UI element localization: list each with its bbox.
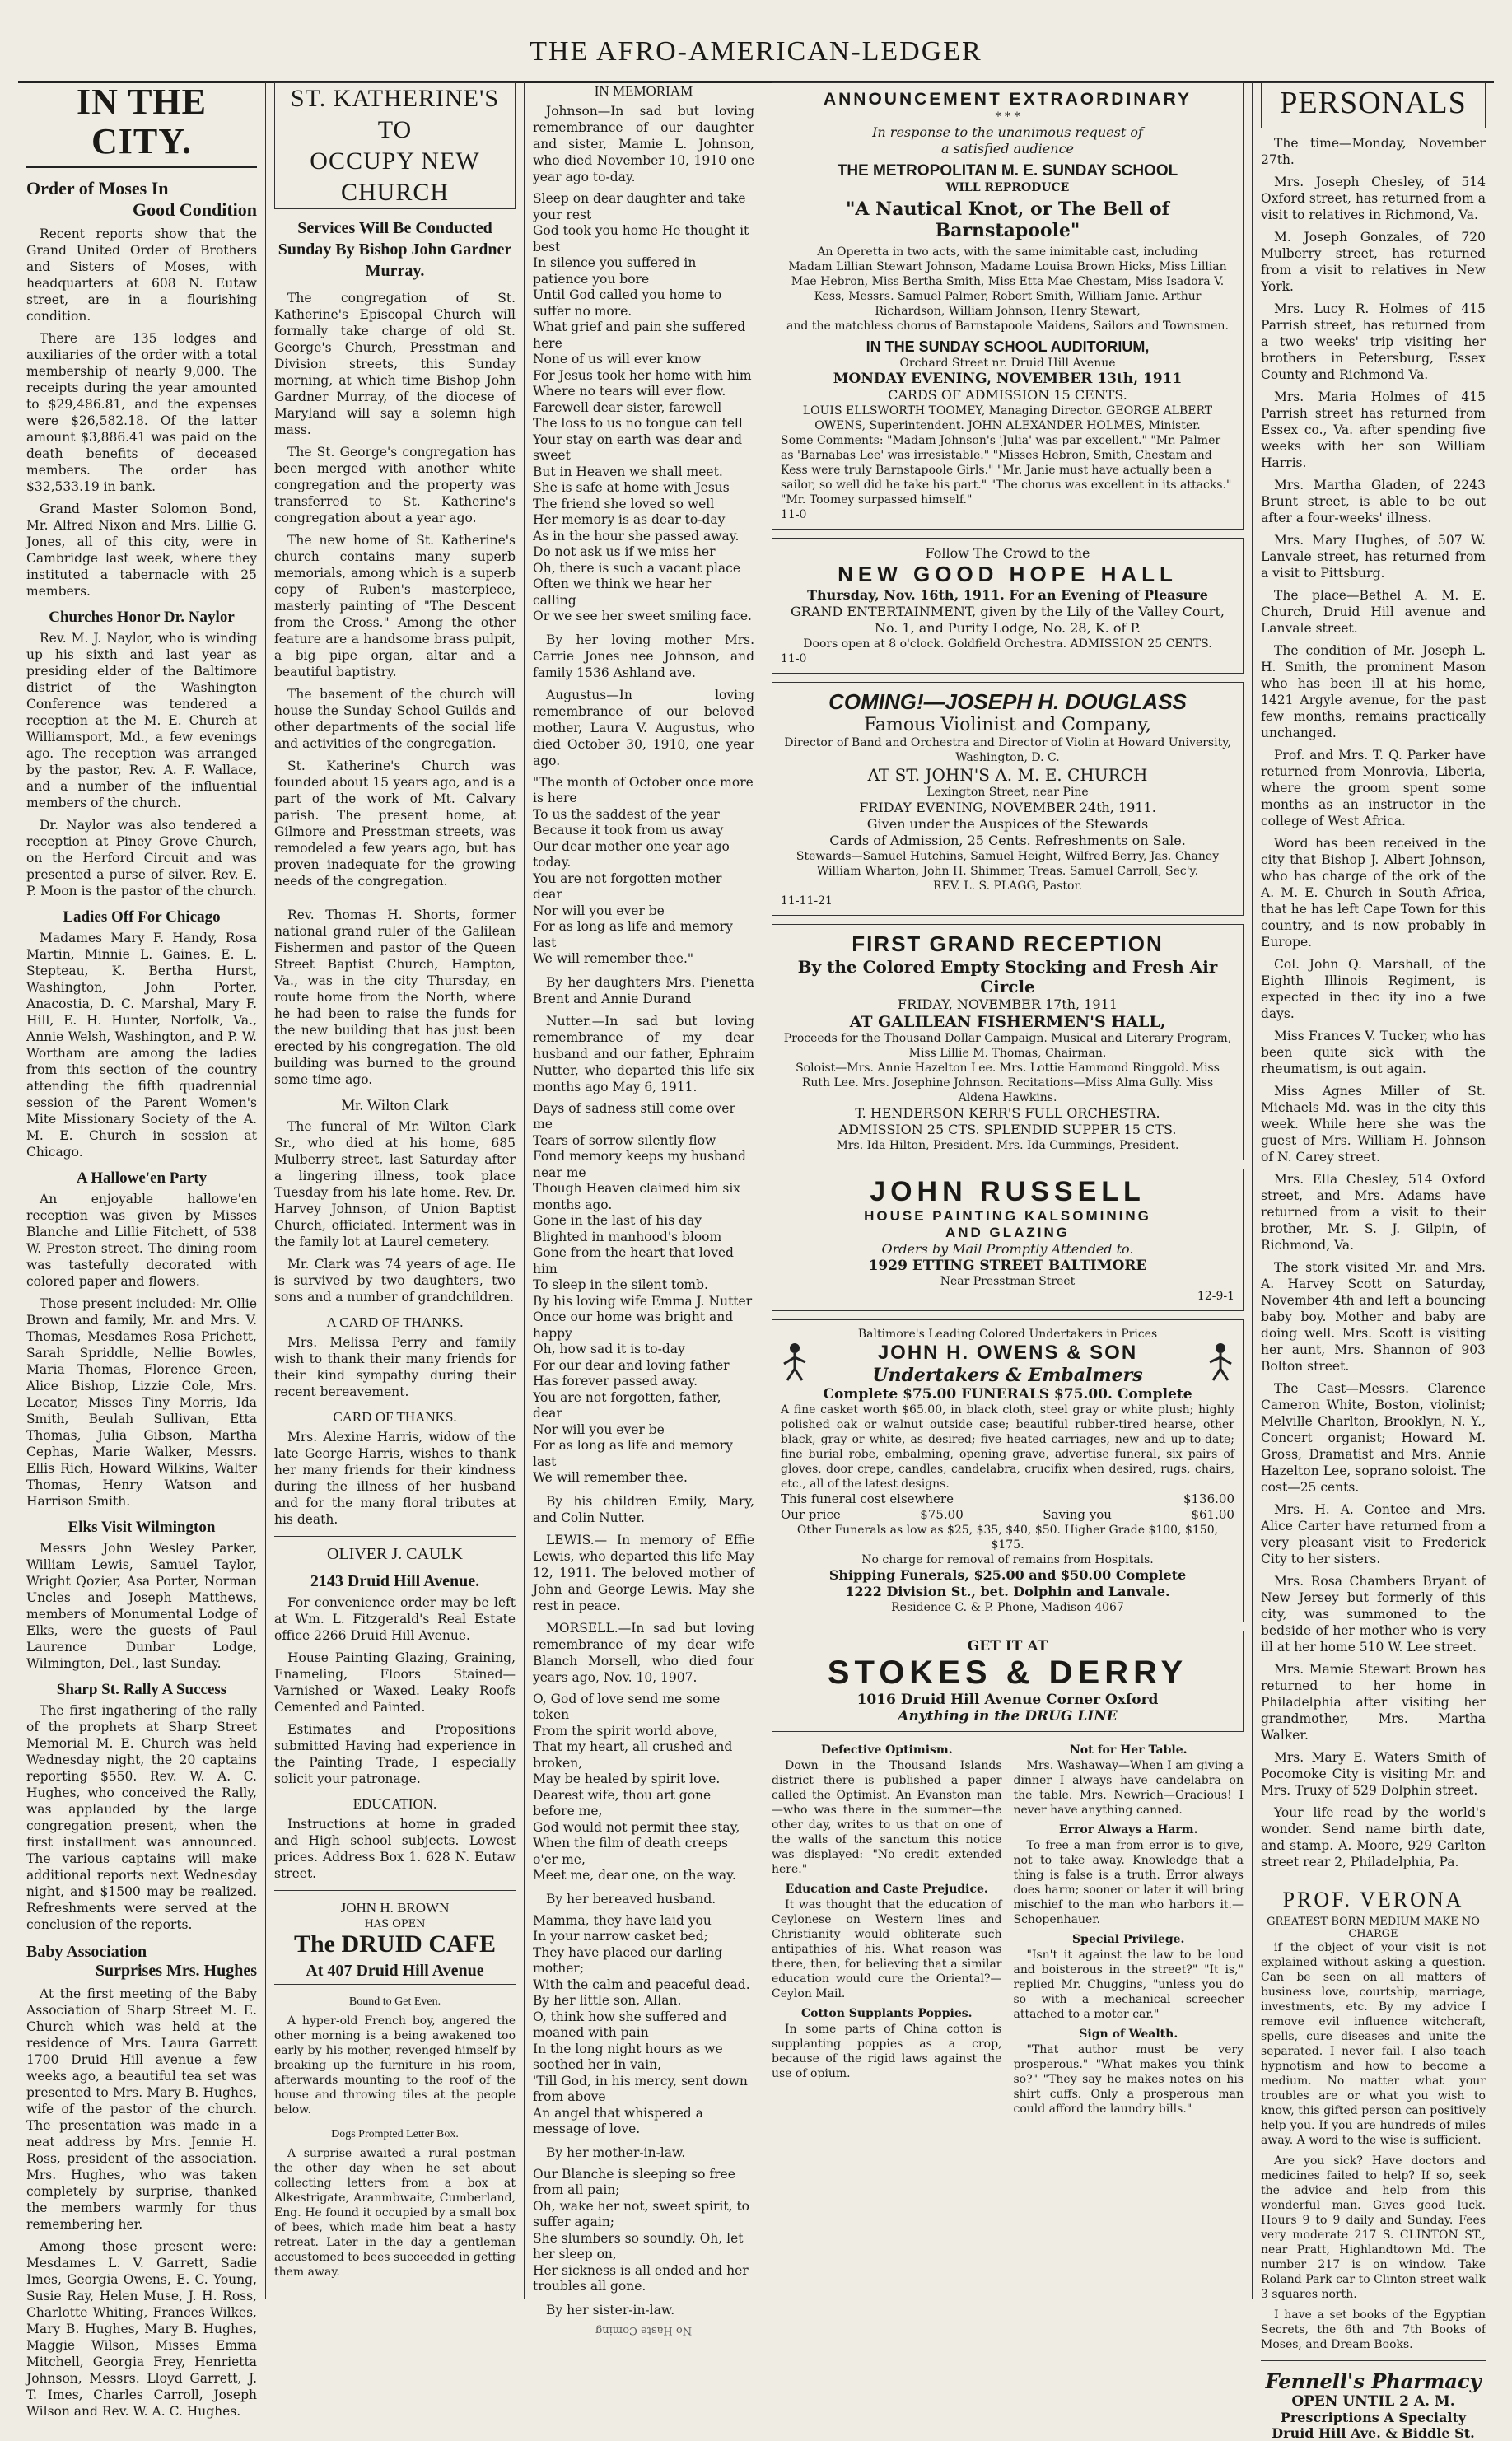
- ad-text: WILL REPRODUCE: [945, 181, 1070, 194]
- personal-item: M. Joseph Gonzales, of 720 Mulberry street, has returned from a visit to relatives in New York.: [1261, 230, 1486, 294]
- personal-item: Col. John Q. Marshall, of the Eighth Illinois Regiment, is expected in thec ity ino a fwe days.: [1261, 957, 1486, 1021]
- column-advertisements: [763, 82, 1252, 2299]
- ad-text: Soloist—Mrs. Annie Hazelton Lee. Mrs. Lottie Hammond Ringgold. Miss Ruth Lee. Mrs. Josephine Johnson. Recitations—Miss Alma Gully. Miss Aldena Hawkins.: [796, 1062, 1220, 1104]
- divider: [274, 1536, 516, 1537]
- article-headline: A Hallowe'en Party: [76, 1169, 208, 1187]
- john-russell-ad: [772, 1169, 1244, 1311]
- divider: [1261, 2360, 1486, 2361]
- article-subtitle: Services Will Be Conducted Sunday By Bishop John Gardner Murray.: [278, 219, 512, 280]
- article-text: Mr. Clark was 74 years of age. He is survived by two daughters, two sons and a number of grandchildren.: [274, 1257, 516, 1305]
- ad-text: Madam Lillian Stewart Johnson, Madame Louisa Brown Hicks, Miss Lillian Mae Hebron, Miss Bertha Smith, Miss Etta Mae Chestam, Miss Isadora V. Kess, Messrs. Samuel Palmer, Robert Smith, William Janie. Arthur Richardson, William Johnson, Henry Stewart,: [788, 260, 1227, 318]
- reception-ad: [772, 924, 1244, 1160]
- good-hope-hall-ad: [772, 538, 1244, 674]
- article-headline: Defective Optimism.: [820, 1743, 953, 1757]
- ad-title: Fennell's Pharmacy: [1265, 2369, 1482, 2393]
- ad-ornament: * * *: [995, 110, 1020, 124]
- ad-text: if the object of your visit is not explained without asking a question. Can be seen on all matters of business love, courtship, marriage, investments, etc. By my advice I remove evil influence witchcraft, spells, cure diseases and unite the separated. I never fail. I also teach hypnotism and how to become a medium. No matter what your troubles are or what you wish to know, this gifted person can positively help you. If you are hundreds of miles away. A word to the wise is sufficient.: [1261, 1941, 1486, 2147]
- article-headline: Cotton Supplants Poppies.: [800, 2007, 973, 2020]
- ad-code: 11-0: [781, 508, 807, 521]
- personal-item: Mrs. Mary Hughes, of 507 W. Lanvale street, has returned from a visit to Pittsburg.: [1261, 533, 1486, 581]
- ad-text: No charge for removal of remains from Hospitals.: [861, 1553, 1154, 1566]
- ad-text: GET IT AT: [967, 1638, 1048, 1655]
- ad-title: NEW GOOD HOPE HALL: [838, 562, 1178, 586]
- article-text: Messrs John Wesley Parker, William Lewis, Samuel Taylor, Wright Qozier, Asa Porter, Norman Uncles and Joseph Matthews, members of Monumental Lodge of Elks, were the guests of Paul Laurence Dunbar Lodge, Wilmington, Del., last Sunday.: [26, 1541, 257, 1671]
- ad-heading: Complete $75.00 FUNERALS $75.00. Complete: [823, 1386, 1192, 1403]
- miscellany-left: [772, 1740, 1002, 2122]
- ad-heading: THE METROPOLITAN M. E. SUNDAY SCHOOL: [837, 162, 1178, 180]
- ad-address: At 407 Druid Hill Avenue: [274, 1962, 516, 1985]
- article-headline: Mr. Wilton Clark: [341, 1097, 449, 1114]
- ad-title: JOHN H. OWENS & SON: [877, 1342, 1138, 1364]
- memorial-signature: By her daughters Mrs. Pienetta Brent and Annie Durand: [533, 974, 754, 1006]
- ad-text: CARDS OF ADMISSION 15 CENTS.: [888, 387, 1127, 403]
- ad-title: JOHN H. BROWN: [340, 1900, 450, 1916]
- memorial-text: MORSELL.—In sad but loving remembrance of my dear wife Blanch Morsell, who died four years ago, Nov. 10, 1907.: [533, 1620, 754, 1685]
- ad-code: 12-9-1: [1197, 1290, 1234, 1303]
- ad-text: Mrs. Ida Hilton, President. Mrs. Ida Cummings, President.: [836, 1139, 1179, 1152]
- ad-title: COMING!—JOSEPH H. DOUGLASS: [828, 689, 1187, 714]
- ad-heading: Undertakers & Embalmers: [872, 1365, 1143, 1386]
- article-text: Grand Master Solomon Bond, Mr. Alfred Nixon and Mrs. Lillie G. Jones, all of this city, were in Cambridge last week, where they instituted a tabernacle with 25 members.: [26, 502, 257, 599]
- memorial-verse: O, God of love send me some token From the spirit world above, That my heart, all crushed and broken, May be healed by spirit love. Dearest wife, thou art gone before me, God would not permit thee stay, When the film of death creeps o'er me, Meet me, dear one, on the way.: [533, 1691, 740, 1883]
- article-text: "Isn't it against the law to be loud and boisterous in the street?" "It is," replied Mr. Chuggins, "unless you do so with a mechanical screecher attached to a motor car.": [1013, 1949, 1244, 2021]
- ad-heading: Famous Violinist and Company,: [864, 715, 1151, 735]
- article-text: At the first meeting of the Baby Association of Sharp Street M. E. Church which was held at the residence of Mrs. Laura Garrett 1700 Druid Hill avenue a few weeks ago, a beautiful tea set was presented to Mrs. Mary B. Hughes, wife of the pastor of the church. The presentation was made in a neat address by Mrs. Jennie H. Ross, president of the association. Mrs. Hughes, who was taken completely by surprise, thanked the members warmly for thus remembering her.: [26, 1986, 257, 2232]
- upside-down-text: No Haste Coming: [595, 2323, 693, 2336]
- ad-text: FRIDAY, NOVEMBER 17th, 1911: [898, 996, 1118, 1012]
- memorial-text: Augustus—In loving remembrance of our beloved mother, Laura V. Augustus, who died October 30, 1910, one year ago.: [533, 687, 754, 768]
- article-text: Those present included: Mr. Ollie Brown and family, Mr. and Mrs. V. Thomas, Mesdames Rosa Prichett, Sarah Spriddle, Nellie Bowles, Maria Thomas, Florence Green, Alice Bishop, Lizzie Cole, Mrs. Lecator, Misses Tiny Morris, Ida Smith, Beulah Sullivan, Etta Thomas, Julia Gibson, Martha Cephas, Marie Walker, Messrs. Ellis Rich, Howard Wilkins, Walter Thomas, Henry Watson and Harrison Smith.: [26, 1296, 257, 1509]
- masthead: THE AFRO-AMERICAN-LEDGER: [18, 28, 1494, 83]
- article-text: Recent reports show that the Grand United Order of Brothers and Sisters of Moses, with headquarters at 608 N. Eutaw street, are in a flourishing condition.: [26, 226, 257, 324]
- ad-text: and the matchless chorus of Barnstapoole Maidens, Sailors and Townsmen.: [786, 320, 1229, 333]
- ad-text: Residence C. & P. Phone, Madison 4067: [891, 1601, 1124, 1614]
- article-text: A surprise awaited a rural postman the other day when he set about collecting letters from a box at Alkestrigate, Aranmbwaite, Cumberland, Eng. He found it occupied by a small box of bees, which made him beat a hasty retreat. Later in the day a gentleman accustomed to bees succeeded in getting them away.: [274, 2147, 516, 2279]
- ad-address: 1016 Druid Hill Avenue Corner Oxford: [856, 1692, 1159, 1708]
- personal-item: Mrs. Mary E. Waters Smith of Pocomoke City is visiting Mr. and Mrs. Truxy of 529 Dolphin street.: [1261, 1750, 1486, 1798]
- article-text: Madames Mary F. Handy, Rosa Martin, Minnie L. Gaines, E. L. Stepteau, K. Bertha Hurst, Washington, John Porter, Anacostia, D. C. Marshal, Mary F. Hill, E. H. Hunter, Norfolk, Va., Annie Welsh, Washington, and P. W. Wortham are among the ladies from this section of the country attending the fifth quadrennial session of the Parent Women's Mite Missionary Society of the A. M. E. Church in session at Chicago.: [26, 931, 257, 1160]
- ad-subtitle: GREATEST BORN MEDIUM MAKE NO CHARGE: [1267, 1916, 1480, 1940]
- ad-code: 11-0: [781, 652, 807, 665]
- article-text: It was thought that the education of Ceylonese on Western lines and Christianity would obliterate such antipathies of his. What reason was there, then, for believing that a similar education would cure the Oriental?—Ceylon Mail.: [772, 1898, 1002, 2000]
- article-headline: Surprises Mrs. Hughes: [95, 1962, 257, 1980]
- ad-text: REV. L. S. PLAGG, Pastor.: [932, 880, 1083, 893]
- article-text: An enjoyable hallowe'en reception was given by Misses Blanche and Lillie Fitchett, of 538 W. Preston street. The dining room was tastefully decorated with colored paper and flowers.: [26, 1192, 257, 1289]
- article-text: A hyper-old French boy, angered the other morning is a being awakened too early by his mother, revenged himself by breaking up the furniture in his room, afterwards mounting to the roof of the house and throwing tiles at the people below.: [274, 2014, 516, 2117]
- ad-text: In response to the unanimous request of: [872, 124, 1143, 140]
- ad-text: Other Funerals as low as $25, $35, $40, $50. Higher Grade $100, $150, $175.: [796, 1524, 1219, 1552]
- memorial-verse: Mamma, they have laid you In your narrow casket bed; They have placed our darling mother; With the calm and peaceful dead. By her little son, Allan. O, think how she suffered and moaned with pain In the long night hours as we soothed her in vain, 'Till God, in his mercy, sent down from above An angel that whispered a message of love.: [533, 1912, 750, 2136]
- article-text: The congregation of St. Katherine's Episcopal Church will formally take charge of old St. George's Church, Presstman and Division streets, this Sunday morning, at which time Bishop John Gardner Murray, of the diocese of Maryland will say a solemn high mass.: [274, 291, 516, 437]
- article-text: The St. George's congregation has been merged with another white congregation and the property was transferred to St. Katherine's congregation about a year ago.: [274, 445, 516, 525]
- ad-heading: By the Colored Empty Stocking and Fresh Air Circle: [797, 957, 1218, 996]
- article-text: Mrs. Alexine Harris, widow of the late George Harris, wishes to thank her many friends for their kindness during the illness of her husband and for the many floral tributes at his death.: [274, 1430, 516, 1527]
- ad-title: FIRST GRAND RECEPTION: [852, 931, 1164, 956]
- article-headline: Not for Her Table.: [1069, 1743, 1188, 1757]
- article-text: The new home of St. Katherine's church contains many superb memorials, among which is a superb copy of Ruben's masterpiece, masterly painting of "The Descent from the Cross." Among the other feature are a handsome brass pulpit, a big pipe organ, altar and a beautiful baptistry.: [274, 533, 516, 679]
- price-value: $136.00: [1183, 1491, 1234, 1506]
- personal-item: The stork visited Mr. and Mrs. A. Harvey Scott on Saturday, November 4th and left a bouncing baby boy. Mother and baby are doing well. Mrs. Scott is visiting her aunt, Mrs. Shannon of 903 Bolton street.: [1261, 1260, 1486, 1374]
- ad-text: Doors open at 8 o'clock. Goldfield Orchestra. ADMISSION 25 CENTS.: [803, 637, 1212, 651]
- divider: [274, 1890, 516, 1891]
- column-in-memoriam: [524, 82, 763, 2336]
- article-text: There are 135 lodges and auxiliaries of the order with a total membership of nearly 9,000. The receipts during the year amounted to $29,486.81, and the expenses were $26,582.18. Of the latter amount $3,886.41 was paid on the death benefits of deceased members. The order has $32,533.19 in bank.: [26, 331, 257, 494]
- article-text: Mrs. Washaway—When I am giving a dinner I always have candelabra on the table. Mrs. Newrich—Gracious! I never have anything canned.: [1013, 1759, 1244, 1817]
- article-headline: Special Privilege.: [1072, 1933, 1185, 1946]
- personal-item: Miss Agnes Miller of St. Michaels Md. was in the city this week. While here she was the guest of Mrs. William H. Johnson of N. Carey street.: [1261, 1084, 1486, 1164]
- article-text: Dr. Naylor was also tendered a reception at Piney Grove Church, on the Herford Circuit and was presented a purse of silver. Rev. E. P. Moon is the pastor of the church.: [26, 818, 257, 898]
- memorial-text: Johnson—In sad but loving remembrance of our daughter and sister, Mamie L. Johnson, who died November 10, 1910 one year ago to-day.: [533, 104, 754, 184]
- ad-text: OPEN UNTIL 2 A. M.: [1291, 2393, 1455, 2410]
- columns: [18, 82, 1494, 2441]
- ad-text: Stewards—Samuel Hutchins, Samuel Height, Wilfred Berry, Jas. Chaney William Wharton, John H. Shimmer, Treas. Samuel Carroll, Sec'y.: [796, 850, 1220, 878]
- article-text: Rev. Thomas H. Shorts, former national grand ruler of the Galilean Fishermen and pastor of the Queen Street Baptist Church, Hampton, Va., was in the city Thursday, en route home from the North, where he had been to raise the funds for the new building that has just been erected by his congregation. The old building was burned to the ground some time ago.: [274, 908, 516, 1087]
- article-text: Down in the Thousand Islands district there is published a paper called the Optimist. An Evanston man—who was there in the summer—the other day, writes to us that on one of the walls of the sanctum this notice was displayed: "No credit extended here.": [772, 1759, 1002, 1876]
- ad-text: Instructions at home in graded and High school subjects. Lowest prices. Address Box 1. 628 N. Eutaw street.: [274, 1817, 516, 1881]
- ad-text: I have a set books of the Egyptian Secrets, the 6th and 7th Books of Moses, and Dream Books.: [1261, 2308, 1486, 2351]
- ad-title: ANNOUNCEMENT EXTRAORDINARY: [823, 90, 1192, 109]
- personal-item: The Cast—Messrs. Clarence Cameron White, Boston, violinist; Melville Charlton, Brooklyn, N. Y., Concert organist; Howard M. Gross, Dramatist and Mrs. Annie Hazelton Lee, soprano soloist. The cost—25 cents.: [1261, 1381, 1486, 1495]
- ad-text: Prescriptions A Specialty: [1280, 2410, 1467, 2425]
- ad-title: The DRUID CAFE: [293, 1930, 496, 1958]
- article-headline: CARD OF THANKS.: [333, 1409, 457, 1425]
- memorial-verse: "The month of October once more is here To us the saddest of the year Because it took from us away Our dear mother one year ago today. You are not forgotten mother dear Nor will you ever be For as long as life and memory last We will remember thee.": [533, 774, 754, 966]
- article-headline: Bound to Get Even.: [348, 1995, 441, 2008]
- article-headline: Sharp St. Rally A Success: [56, 1681, 227, 1698]
- personal-item: Prof. and Mrs. T. Q. Parker have returned from Monrovia, Liberia, where the groom spent some months as an instructor in the college of West Africa.: [1261, 748, 1486, 828]
- ad-title: OLIVER J. CAULK: [327, 1545, 463, 1563]
- article-headline: Churches Honor Dr. Naylor: [49, 609, 235, 626]
- ad-text: Baltimore's Leading Colored Undertakers in Prices: [857, 1328, 1158, 1341]
- personal-item: Mrs. Lucy R. Holmes of 415 Parrish street, has returned from a two weeks' trip visiting her brothers in Petersburg, Essex County and Richmond Va.: [1261, 301, 1486, 382]
- ad-text: Lexington Street, near Pine: [926, 786, 1089, 799]
- ad-text: An Operetta in two acts, with the same inimitable cast, including: [817, 245, 1198, 259]
- personal-item: Mrs. Joseph Chesley, of 514 Oxford street, has returned from a visit to relatives in Richmond, Va.: [1261, 175, 1486, 222]
- price-value: $75.00: [920, 1507, 964, 1522]
- personal-item: Your life read by the world's wonder. Send name birth date, and stamp. A. Moore, 929 Carlton street rear 2, Philadelphia, Pa.: [1261, 1805, 1486, 1869]
- article-text: The basement of the church will house the Sunday School Guilds and other departments of the social life and activities of the congregation.: [274, 687, 516, 751]
- article-headline: Good Condition: [133, 199, 257, 220]
- memorial-verse: Our Blanche is sleeping so free from all pain; Oh, wake her not, sweet spirit, to suffer again; She slumbers so soundly. Oh, let her sleep on, Her sickness is all ended and her troubles all gone.: [533, 2166, 750, 2294]
- memorial-verse: Days of sadness still come over me Tears of sorrow silently flow Fond memory keeps my husband near me Though Heaven claimed him six months ago. Gone in the last of his day Blighted in manhood's bloom Gone from the heart that loved him To sleep in the silent tomb. By his loving wife Emma J. Nutter Once our home was bright and happy Oh, how sad it is to-day For our dear and loving father Has forever passed away. You are not forgotten, father, dear Nor will you ever be For as long as life and memory last We will remember thee.: [533, 1100, 753, 1485]
- price-label: Our price: [781, 1507, 841, 1522]
- ad-text: Some Comments: "Madam Johnson's 'Julia' was par excellent." "Mr. Palmer as 'Barnabas Lee' was irresistable." "Misses Hebron, Smith, Chestam and Kess were truly Barnstapoole Girls." "Mr. Janie must have actually been a sailor, so well did he take his part." "The chorus was excellent in its attacks." "Mr. Toomey surpassed himself.": [781, 434, 1232, 506]
- ad-heading: AT ST. JOHN'S A. M. E. CHURCH: [867, 765, 1148, 785]
- memorial-signature: By her mother-in-law.: [546, 2145, 686, 2160]
- ad-text: Orchard Street nr. Druid Hill Avenue: [899, 357, 1116, 370]
- personal-item: The place—Bethel A. M. E. Church, Druid Hill avenue and Lanvale street.: [1261, 588, 1486, 636]
- owens-undertakers-ad: [772, 1319, 1244, 1622]
- memorial-text: LEWIS.— In memory of Effie Lewis, who departed this life May 12, 1911. The beloved mother of John and George Lewis. May she rest in peace.: [533, 1532, 754, 1613]
- article-text: In some parts of China cotton is supplanting poppies as a crop, because of the rigid laws against the use of opium.: [772, 2023, 1002, 2080]
- ad-address: 2143 Druid Hill Avenue.: [310, 1572, 480, 1590]
- personal-item: Word has been received in the city that Bishop J. Albert Johnson, who has charge of the ork of the A. M. E. Church in South Africa, that he has left Cape Town for this country, and is now probably in Europe.: [1261, 836, 1486, 950]
- ad-text: ADMISSION 25 CTS. SPLENDID SUPPER 15 CTS.: [838, 1122, 1177, 1137]
- article-headline: A CARD OF THANKS.: [326, 1314, 464, 1330]
- ad-text: Cards of Admission, 25 Cents. Refreshments on Sale.: [829, 833, 1186, 848]
- memorial-signature: By her sister-in-law.: [546, 2302, 675, 2317]
- ad-text: Proceeds for the Thousand Dollar Campaign. Musical and Literary Program, Miss Lillie M. Thomas, Chairman.: [783, 1032, 1232, 1060]
- article-headline: Dogs Prompted Letter Box.: [331, 2128, 459, 2140]
- figure-icon: [781, 1342, 809, 1385]
- article-text: Among those present were: Mesdames L. V. Garrett, Sadie Imes, Georgia Owens, E. C. Young, Susie Ray, Helen Muse, J. H. Ross, Charlotte Whiting, Frances Wilkes, Mary B. Hughes, Mary B. Hughes, Maggie Wilson, Misses Emma Mitchell, Georgia Frey, Henrietta Johnson, Messrs. Lloyd Garrett, J. T. Imes, Charles Carroll, Joseph Wilson and Rev. W. A. C. Hughes.: [26, 2239, 257, 2419]
- douglass-ad: [772, 682, 1244, 916]
- personal-item: Mrs. Maria Holmes of 415 Parrish street has returned from Essex co., Va. after spending five weeks with her son William Harris.: [1261, 390, 1486, 470]
- ad-heading: AND GLAZING: [945, 1225, 1071, 1240]
- article-headline: Order of Moses In: [26, 178, 169, 198]
- price-value: $61.00: [1191, 1507, 1234, 1522]
- ad-text: For convenience order may be left at Wm. L. Fitzgerald's Real Estate office 2266 Druid Hill Avenue.: [274, 1595, 516, 1643]
- memorial-signature: By her loving mother Mrs. Carrie Jones nee Johnson, and family 1536 Ashland ave.: [533, 632, 754, 680]
- section-title: IN MEMORIAM: [594, 83, 693, 99]
- miscellany: [772, 1740, 1244, 2122]
- ad-text: Are you sick? Have doctors and medicines failed to help? If so, seek the advice and help from this wonderful man. Gives good luck. Hours 9 to 9 daily and Sunday. Fees very moderate 217 S. CLINTON ST., near Pratt, Highlandtown Md. The number 217 is on window. Take Roland Park car to Clinton street walk 3 squares north.: [1261, 2154, 1486, 2301]
- article-title: OCCUPY NEW CHURCH: [274, 146, 516, 209]
- article-text: Mrs. Melissa Perry and family wish to thank their many friends for their kind sympathy during their recent bereavement.: [274, 1335, 516, 1399]
- ad-text: Orders by Mail Promptly Attended to.: [881, 1241, 1134, 1257]
- column-in-the-city: [18, 82, 265, 2419]
- figure-icon: [1206, 1342, 1234, 1385]
- ad-heading: "A Nautical Knot, or The Bell of Barnstapoole": [845, 198, 1170, 241]
- ad-text: Near Presstman Street: [940, 1275, 1076, 1288]
- ad-address: 1929 ETTING STREET BALTIMORE: [868, 1258, 1147, 1274]
- article-text: St. Katherine's Church was founded about 15 years ago, and is a part of the work of Mt. Calvary parish. The present home, at Gilmore and Presstman streets, was remodeled a few years ago, but has proven inadequate for the growing needs of the congregation.: [274, 758, 516, 889]
- article-text: The funeral of Mr. Wilton Clark Sr., who died at his home, 685 Mulberry street, last Saturday after a lingering illness, took place Tuesday from his late home. Rev. Dr. Harvey Johnson, of Union Baptist Church, officiated. Interment was in the family lot at Laurel cemetery.: [274, 1119, 516, 1249]
- ad-text: Anything in the DRUG LINE: [898, 1708, 1118, 1725]
- ad-text: Given under the Auspices of the Stewards: [866, 816, 1149, 832]
- article-headline: Baby Association: [26, 1943, 147, 1961]
- ad-heading: IN THE SUNDAY SCHOOL AUDITORIUM,: [866, 338, 1150, 355]
- ad-address: Druid Hill Ave. & Biddle St.: [1272, 2425, 1475, 2441]
- stokes-derry-ad: [772, 1631, 1244, 1732]
- ad-text: Director of Band and Orchestra and Director of Violin at Howard University, Washington, D. C.: [784, 736, 1231, 764]
- ad-code: 11-11-21: [781, 894, 833, 908]
- column-personals: [1252, 82, 1494, 2441]
- article-headline: Elks Visit Wilmington: [68, 1519, 216, 1536]
- article-text: The first ingathering of the rally of the prophets at Sharp Street Memorial M. E. Church was held Wednesday night, the 20 captains reporting $550. Rev. W. A. C. Hughes, who conceived the Rally, was applauded by the large congregation present, when the first installment was announced. The various captains will make additional reports next Wednesday night, and $1500 may be realized. Refreshments were served at the conclusion of the reports.: [26, 1703, 257, 1932]
- article-headline: Education and Caste Prejudice.: [785, 1883, 988, 1896]
- article-text: Rev. M. J. Naylor, who is winding up his sixth and last year as presiding elder of the Baltimore district of the Washington Conference was tendered a reception at the M. E. Church at Williamsport, Md., a few evenings ago. The reception was arranged by the pastor, Rev. A. F. Wallace, and a number of the influential members of the church.: [26, 631, 257, 810]
- article-title: ST. KATHERINE'S TO: [274, 82, 516, 146]
- ad-text: A fine casket worth $65.00, in black cloth, steel gray or white plush; highly polished oak or walnut outside case; beautiful rubber-tired hearse, other black, gray or white, as desired; five heated carriages, new and up-to-date; fine burial robe, embalming, opening grave, advertise funeral, six pairs of gloves, door crepe, candles, candelabra, crucifix when desired, rugs, chairs, etc., all of the latest designs.: [781, 1403, 1234, 1491]
- personal-item: Mrs. H. A. Contee and Mrs. Alice Carter have returned from a very pleasant visit to Frederick City to her sisters.: [1261, 1502, 1486, 1566]
- personal-item: Mrs. Ella Chesley, 514 Oxford street, and Mrs. Adams have returned from a visit to their brother, Mr. S. J. Gilpin, of Richmond, Va.: [1261, 1172, 1486, 1253]
- announcement-ad: [772, 82, 1244, 530]
- ad-text: a satisfied audience: [940, 141, 1074, 156]
- price-table: [781, 1491, 1234, 1523]
- article-headline: Error Always a Harm.: [1058, 1823, 1198, 1837]
- column-title: IN THE CITY.: [26, 82, 257, 168]
- article-text: "That author must be very prosperous." "What makes you think so?" "They say he makes notes on his shirt cuffs. Only a prosperous man could afford the laundry bills.": [1013, 2043, 1244, 2116]
- personal-item: The time—Monday, November 27th.: [1261, 136, 1486, 167]
- price-label: Saving you: [1043, 1507, 1112, 1522]
- ad-heading: MONDAY EVENING, NOVEMBER 13th, 1911: [833, 371, 1183, 387]
- ad-text: GRAND ENTERTAINMENT, given by the Lily of the Valley Court, No. 1, and Purity Lodge, No. 28, K. of P.: [791, 604, 1225, 636]
- column-st-katherines: [265, 82, 524, 2299]
- ad-title: JOHN RUSSELL: [870, 1176, 1146, 1207]
- ad-text: Thursday, Nov. 16th, 1911. For an Evening of Pleasure: [807, 587, 1208, 603]
- ad-heading: HOUSE PAINTING KALSOMINING: [864, 1208, 1151, 1224]
- article-text: To free a man from error is to give, not to take away. Knowledge that a thing is false is a truth. Error always does harm; sooner or later it will bring mischief to the man who harbors it.—Schopenhauer.: [1013, 1839, 1244, 1926]
- price-label: This funeral cost elsewhere: [781, 1491, 954, 1506]
- personal-item: Miss Frances V. Tucker, who has been quite sick with the rheumatism, is out again.: [1261, 1029, 1486, 1076]
- memorial-text: Nutter.—In sad but loving remembrance of my dear husband and our father, Ephraim Nutter, who departed this life six months ago May 6, 1911.: [533, 1013, 754, 1094]
- ad-title: STOKES & DERRY: [827, 1655, 1188, 1691]
- personal-item: Mrs. Martha Gladen, of 2243 Brunt street, is able to be out after a four-weeks' illness.: [1261, 478, 1486, 525]
- ad-title: PROF. VERONA: [1282, 1888, 1464, 1911]
- ad-text: Follow The Crowd to the: [925, 545, 1090, 561]
- ad-text: FRIDAY EVENING, NOVEMBER 24th, 1911.: [859, 800, 1156, 815]
- memorial-signature: By her bereaved husband.: [546, 1891, 716, 1907]
- ad-address: 1222 Division St., bet. Dolphin and Lanvale.: [845, 1584, 1170, 1599]
- ad-text: Estimates and Propositions submitted Having had experience in the Painting Trade, I especially solicit your patronage.: [274, 1722, 516, 1786]
- ad-text: Shipping Funerals, $25.00 and $50.00 Complete: [828, 1567, 1187, 1583]
- personal-item: Mrs. Mamie Stewart Brown has returned to her home in Philadelphia after visiting her grandmother, Mrs. Martha Walker.: [1261, 1662, 1486, 1743]
- article-headline: Sign of Wealth.: [1079, 2028, 1178, 2041]
- ad-heading: AT GALILEAN FISHERMEN'S HALL,: [849, 1013, 1166, 1031]
- personal-item: Mrs. Rosa Chambers Bryant of New Jersey but formerly of this city, was summoned to the bedside of her mother who is very ill at her home 510 W. Lee street.: [1261, 1574, 1486, 1655]
- miscellany-right: [1014, 1740, 1244, 2122]
- article-headline: Ladies Off For Chicago: [63, 908, 221, 926]
- ad-text: LOUIS ELLSWORTH TOOMEY, Managing Director. GEORGE ALBERT OWENS, Superintendent. JOHN ALEXANDER HOLMES, Minister.: [802, 404, 1213, 432]
- personal-item: The condition of Mr. Joseph L. H. Smith, the prominent Mason who has been ill at his home, 1421 Argyle avenue, for the past few months, remains practically unchanged.: [1261, 643, 1486, 740]
- column-title: PERSONALS: [1261, 82, 1486, 128]
- memorial-signature: By his children Emily, Mary, and Colin Nutter.: [533, 1493, 754, 1525]
- ad-text: T. HENDERSON KERR'S FULL ORCHESTRA.: [855, 1105, 1160, 1121]
- ad-title: EDUCATION.: [352, 1796, 437, 1812]
- memorial-verse: Sleep on dear daughter and take your rest God took you home He thought it best In silence you suffered in patience you bore Until God called you home to suffer no more. What grief and pain she suffered here None of us will ever know For Jesus took her home with him Where no tears will ever flow. Farewell dear sister, farewell The loss to us no tongue can tell Your stay on earth was dear and sweet But in Heaven we shall meet. She is safe at home with Jesus The friend she loved so well Her memory is as dear to-day As in the hour she passed away. Do not ask us if we miss her Oh, there is such a vacant place Often we think we hear her calling Or we see her sweet smiling face.: [533, 191, 752, 623]
- ad-text: HAS OPEN: [364, 1918, 426, 1930]
- ad-text: House Painting Glazing, Graining, Enameling, Floors Stained—Varnished or Waxed. Leaky Roofs Cemented and Painted.: [274, 1650, 516, 1715]
